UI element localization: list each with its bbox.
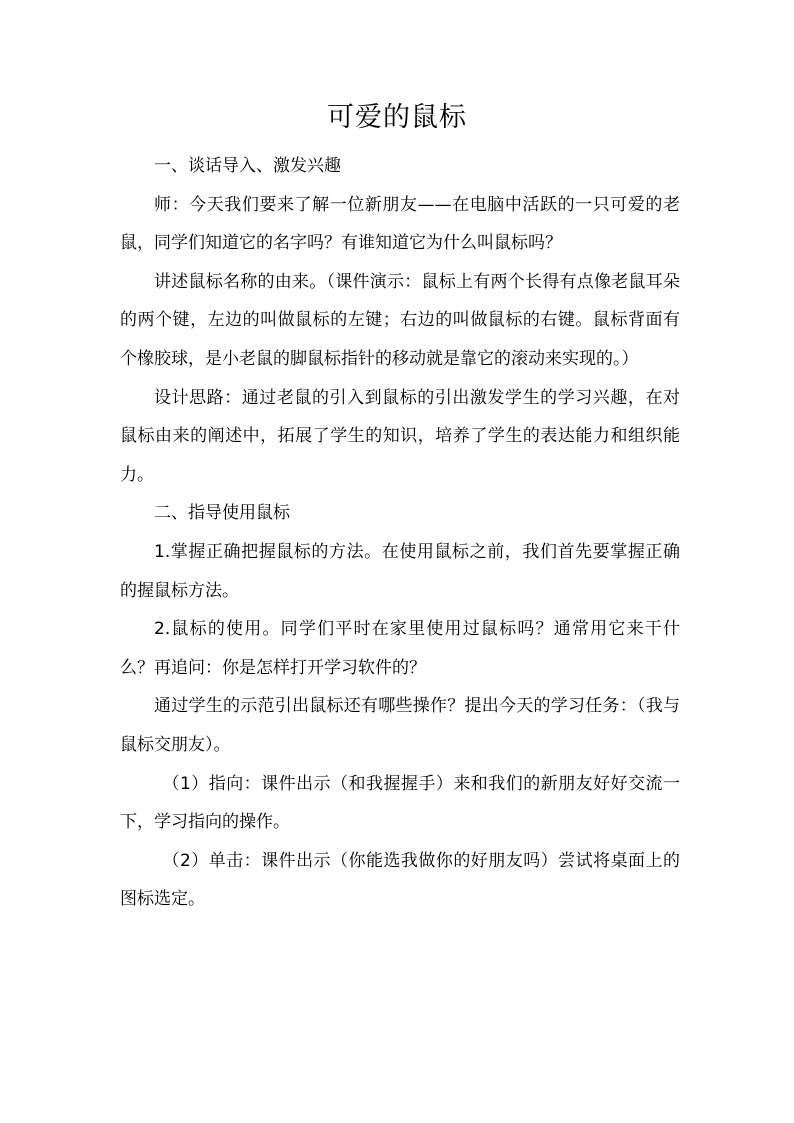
document-title: 可爱的鼠标 xyxy=(327,102,467,133)
document-body xyxy=(120,147,680,919)
section-heading-2: 二、指导使用鼠标 xyxy=(154,503,290,524)
paragraph-mouse-origin: 讲述鼠标名称的由来。（课件演示：鼠标上有两个长得有点像老鼠耳朵的两个键，左边的叫做鼠标的左键；右边的叫做鼠标的右键。鼠标背面有个橡胶球，是小老鼠的脚鼠标指针的移动就是靠它的滚动来实现的。） xyxy=(120,271,680,369)
paragraph-teacher-intro: 师：今天我们要来了解一位新朋友——在电脑中活跃的一只可爱的老鼠，同学们知道它的名字吗？有谁知道它为什么叫鼠标吗？ xyxy=(120,194,680,254)
paragraph-step-1: 1.掌握正确把握鼠标的方法。在使用鼠标之前，我们首先要掌握正确的握鼠标方法。 xyxy=(120,541,680,601)
paragraph-design-idea: 设计思路：通过老鼠的引入到鼠标的引出激发学生的学习兴趣，在对鼠标由来的阐述中，拓展了学生的知识，培养了学生的表达能力和组织能力。 xyxy=(120,387,680,485)
paragraph-task: 通过学生的示范引出鼠标还有哪些操作？提出今天的学习任务：（我与鼠标交朋友）。 xyxy=(120,696,680,755)
paragraph-pointing: （1）指向：课件出示（和我握握手）来和我们的新朋友好好交流一下，学习指向的操作。 xyxy=(120,773,680,833)
paragraph-single-click: （2）单击：课件出示（你能选我做你的好朋友吗）尝试将桌面上的图标选定。 xyxy=(120,850,680,910)
section-heading-1: 一、谈话导入、激发兴趣 xyxy=(154,156,341,176)
paragraph-step-2: 2.鼠标的使用。同学们平时在家里使用过鼠标吗？通常用它来干什么？再追问：你是怎样打开学习软件的？ xyxy=(120,619,680,678)
